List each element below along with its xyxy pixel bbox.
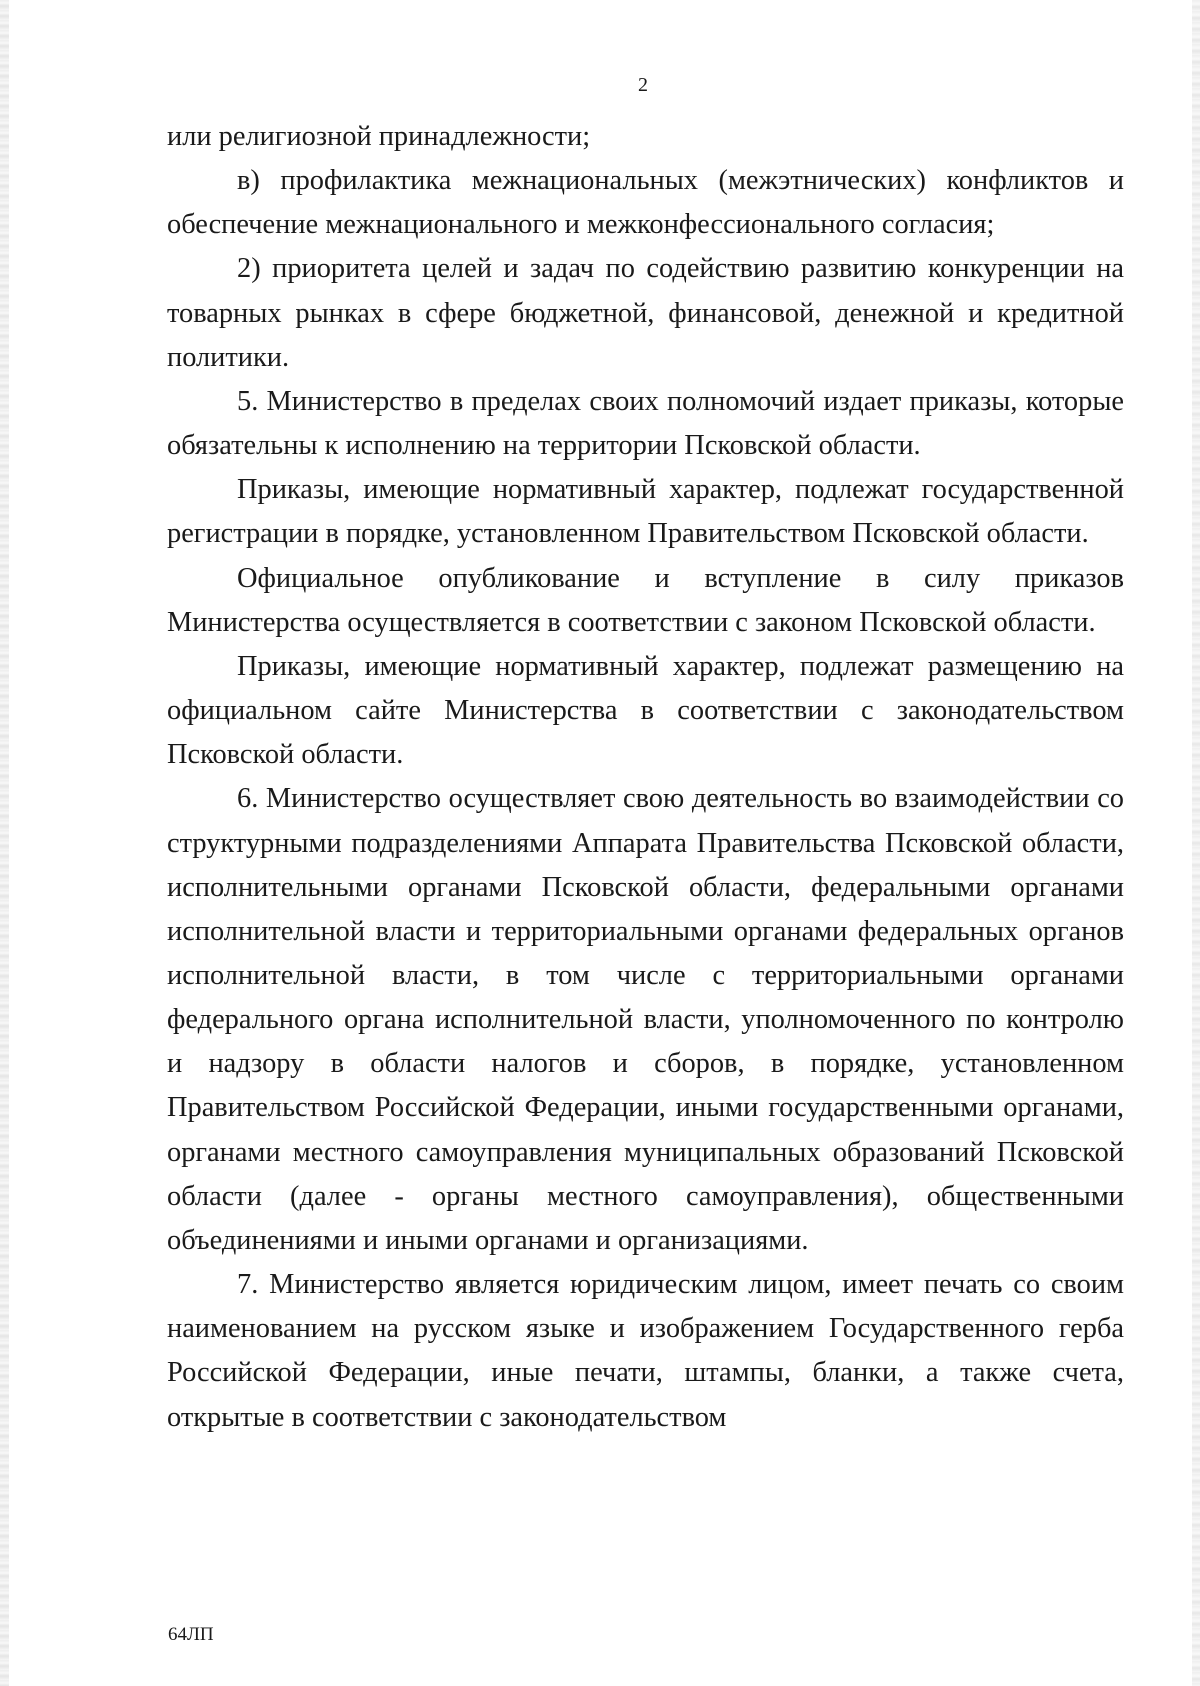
paragraph-item-v: в) профилактика межнациональных (межэтнических) конфликтов и обеспечение межнационального и межконфессионального согласия;: [167, 165, 1124, 241]
footer-document-code: 64ЛП: [168, 1624, 214, 1645]
paragraph-publication: Официальное опубликование и вступление в силу приказов Министерства осуществляется в соответствии с законом Псковской области.: [167, 562, 1124, 638]
paragraph-item-2: 2) приоритета целей и задач по содействию развитию конкуренции на товарных рынках в сфере бюджетной, финансовой, денежной и кредитной политики.: [167, 253, 1124, 373]
paragraph-clause-7: 7. Министерство является юридическим лицом, имеет печать со своим наименованием на русском языке и изображением Государственного герба Российской Федерации, иные печати, штампы, бланки, а также счета, открытые в соответствии с законодательством: [167, 1269, 1124, 1433]
document-body: [167, 115, 1124, 1440]
paragraph-clause-5: 5. Министерство в пределах своих полномочий издает приказы, которые обязательны к исполнению на территории Псковской области.: [167, 385, 1124, 462]
paragraph-registration: Приказы, имеющие нормативный характер, подлежат государственной регистрации в порядке, установленном Правительством Псковской области.: [167, 474, 1124, 550]
scan-edge-right: [1192, 0, 1200, 1686]
paragraph-website: Приказы, имеющие нормативный характер, подлежат размещению на официальном сайте Министерства в соответствии с законодательством Псковской области.: [167, 650, 1124, 771]
paragraph-continuation: или религиозной принадлежности;: [167, 121, 591, 152]
paragraph-clause-6: 6. Министерство осуществляет свою деятельность во взаимодействии со структурными подразделениями Аппарата Правительства Псковской области, исполнительными органами Псковской области, федеральными органами исполнительной власти и территориальными органами федеральных органов исполнительной власти, в том числе с территориальными органами федерального органа исполнительной власти, уполномоченного по контролю и надзору в области налогов и сборов, в порядке, установленном Правительством Российской Федерации, иными государственными органами, органами местного самоуправления муниципальных образований Псковской области (далее - органы местного самоуправления), общественными объединениями и иными органами и организациями.: [167, 783, 1124, 1256]
scan-edge-left: [0, 0, 9, 1686]
page-number: 2: [638, 74, 648, 96]
